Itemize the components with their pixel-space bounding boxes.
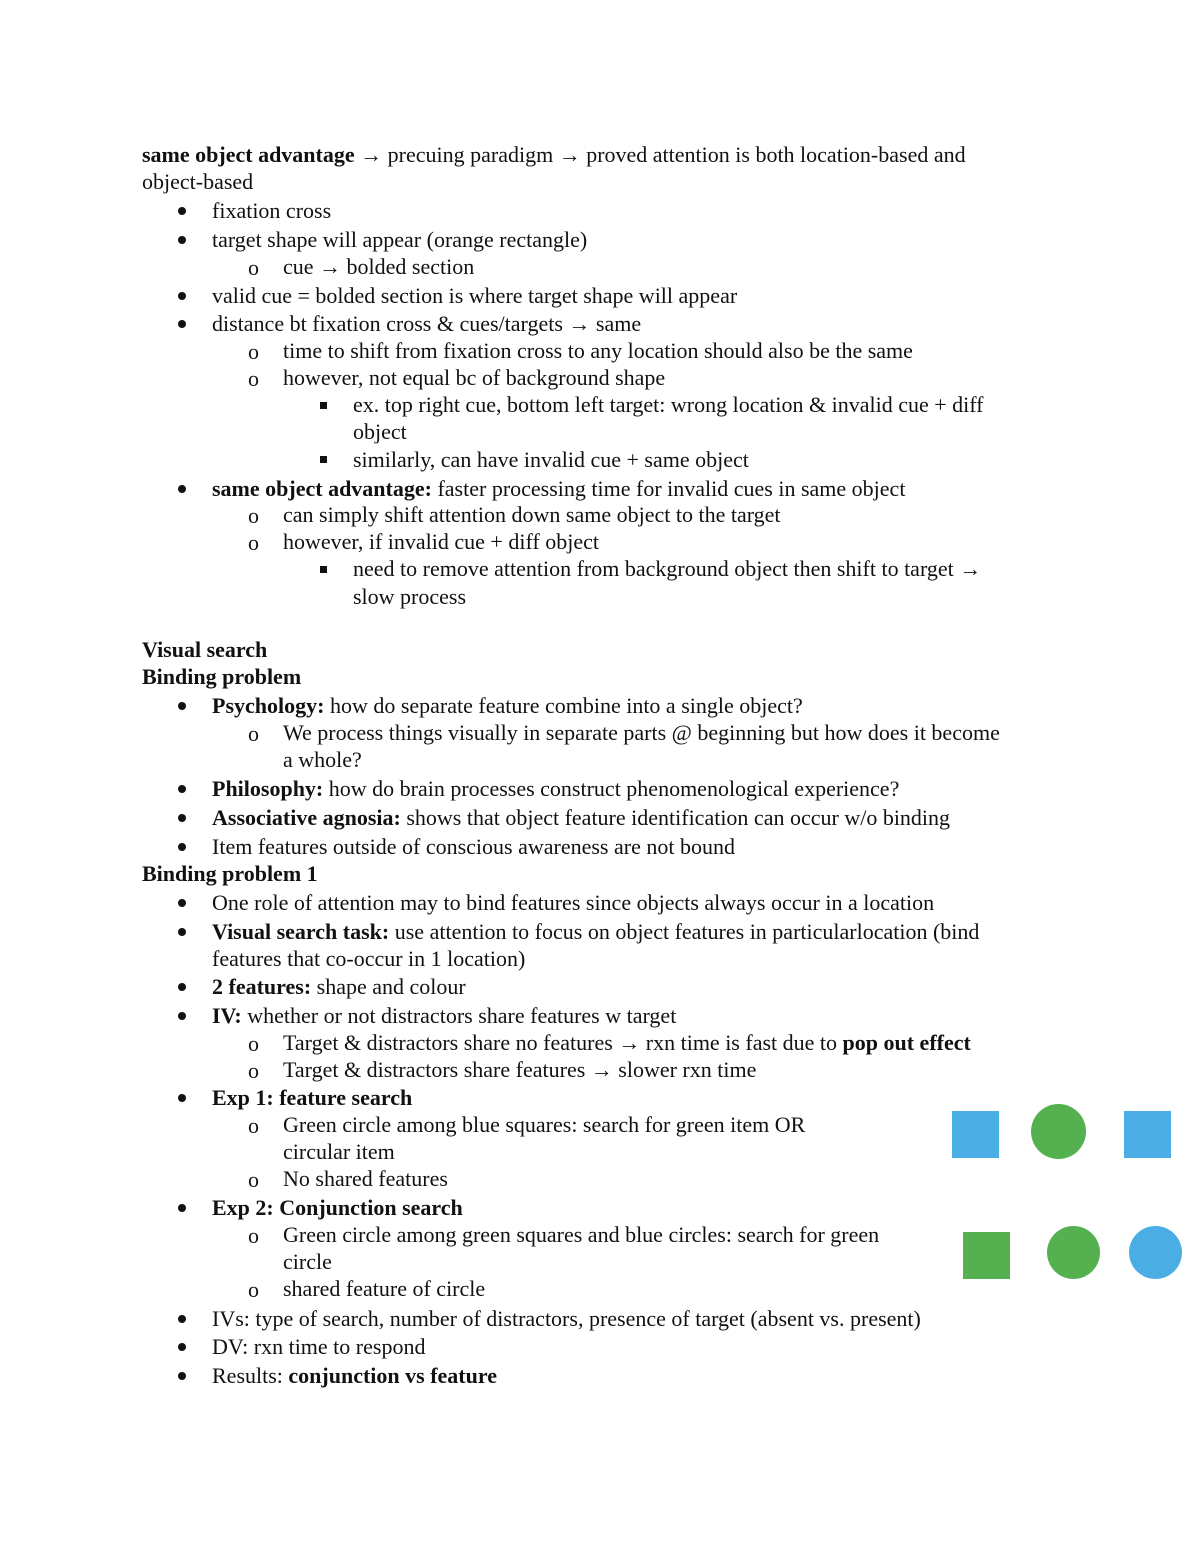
psychology-bold: Psychology: [212,693,325,718]
conjunction-search-green-circle [1047,1226,1100,1279]
distance-text: distance bt fixation cross & cues/targets [212,311,569,336]
share-features-text-2: slower rxn time [612,1057,757,1082]
bullet-icon [178,785,186,793]
sub-time-shift: time to shift from fixation cross to any location should also be the same [283,338,913,363]
sub-cue [283,254,474,280]
no-features-text: Target & distractors share no features [283,1030,619,1055]
sub-shift-attention: can simply shift attention down same object to the target [283,502,781,527]
vst-bold: Visual search task: [212,919,390,944]
sub-exp2-green-circle: Green circle among green squares and blue circles: search for green [283,1222,880,1247]
arrow-icon: → [558,142,581,167]
subsub-similarly: similarly, can have invalid cue + same object [353,447,749,472]
sub-bullet-icon: o [248,503,259,528]
philosophy-bold: Philosophy: [212,776,324,801]
square-bullet-icon [320,402,327,409]
results-text: Results: [212,1363,289,1388]
arrow-icon: → [590,1057,613,1082]
conjunction-search-blue-circle [1129,1226,1182,1279]
psychology-text: how do separate feature combine into a single object? [324,693,803,718]
bullet-distance [212,311,641,337]
intro-text-1: precuing paradigm [382,142,559,167]
square-bullet-icon [320,456,327,463]
sub-bullet-icon: o [248,1113,259,1138]
bullet-same-object [212,476,905,502]
sub-bullet-icon: o [248,721,259,746]
bullet-icon [178,983,186,991]
distance-text-2: same [590,311,642,336]
bullet-philosophy [212,776,899,802]
bullet-valid-cue: valid cue = bolded section is where target shape will appear [212,283,738,308]
bullet-target-shape: target shape will appear (orange rectangle) [212,227,588,252]
sub-no-features [283,1030,971,1056]
bullet-icon [178,843,186,851]
no-features-text-2: rxn time is fast due to [640,1030,843,1055]
bullet-role-attention: One role of attention may to bind features since objects always occur in a location [212,890,935,915]
intro-bold: same object advantage [142,142,355,167]
two-features-bold: 2 features: [212,974,312,999]
bullet-icon [178,485,186,493]
arrow-icon: → [360,142,383,167]
pop-out-bold: pop out effect [842,1030,971,1055]
intro-text-2: proved attention is both location-based and [580,142,966,167]
iv-text: whether or not distractors share features w target [241,1003,677,1028]
bullet-icon [178,207,186,215]
arrow-icon: → [618,1030,641,1055]
agnosia-text: shows that object feature identification can occur w/o binding [400,805,951,830]
sub-bullet-icon: o [248,366,259,391]
bullet-visual-search-task [212,919,979,945]
arrow-icon: → [959,556,982,581]
square-bullet-icon [320,566,327,573]
bullet-two-features [212,974,466,1000]
sub-process-visually: We process things visually in separate parts @ beginning but how does it become [283,720,1000,745]
sub-share-features [283,1057,756,1083]
agnosia-bold: Associative agnosia: [212,805,401,830]
vst-text: use attention to focus on object features in particularlocation (bind [389,919,980,944]
subsub-remove-attention [353,556,981,582]
conjunction-search-green-square [963,1232,1010,1279]
bullet-icon [178,320,186,328]
bullet-icon [178,1012,186,1020]
same-object-text: faster processing time for invalid cues in same object [431,476,906,501]
bullet-icon [178,814,186,822]
heading-visual-search: Visual search [142,637,268,662]
sub-bullet-icon: o [248,1031,259,1056]
feature-search-blue-square-2 [1124,1111,1171,1158]
bullet-icon [178,1204,186,1212]
bullet-exp1: Exp 1: feature search [212,1085,413,1110]
sub-exp1-no-shared: No shared features [283,1166,448,1191]
sub-bullet-icon: o [248,339,259,364]
sub-bullet-icon: o [248,1277,259,1302]
sub-bullet-icon: o [248,1167,259,1192]
intro-cont: object-based [142,169,254,194]
bullet-icon [178,1315,186,1323]
bullet-icon [178,236,186,244]
sub-bullet-icon: o [248,255,259,280]
bullet-fixation: fixation cross [212,198,332,223]
sub-exp1-green-circle: Green circle among blue squares: search for green item OR [283,1112,806,1137]
bullet-icon [178,899,186,907]
cue-text-2: bolded section [341,254,475,279]
two-features-text: shape and colour [311,974,466,999]
sub-bullet-icon: o [248,1223,259,1248]
feature-search-green-circle [1031,1104,1086,1159]
bullet-agnosia [212,805,950,831]
bullet-results [212,1363,497,1389]
cue-text: cue [283,254,320,279]
feature-search-blue-square-1 [952,1111,999,1158]
iv-bold: IV: [212,1003,242,1028]
bullet-iv [212,1003,676,1029]
subsub-remove-attention-cont: slow process [353,584,467,609]
sub-bullet-icon: o [248,530,259,555]
bullet-icon [178,1094,186,1102]
bullet-icon [178,1343,186,1351]
arrow-icon: → [319,254,342,279]
bullet-exp2: Exp 2: Conjunction search [212,1195,463,1220]
bullet-icon [178,928,186,936]
subsub-example: ex. top right cue, bottom left target: wrong location & invalid cue + diff [353,392,984,417]
philosophy-text: how do brain processes construct phenomenological experience? [323,776,900,801]
bullet-icon [178,292,186,300]
sub-bullet-icon: o [248,1058,259,1083]
sub-not-equal: however, not equal bc of background shape [283,365,666,390]
sub-exp2-green-circle-cont: circle [283,1249,332,1274]
bullet-psychology [212,693,803,719]
sub-diff-object: however, if invalid cue + diff object [283,529,599,554]
bullet-item-features: Item features outside of conscious awareness are not bound [212,834,735,859]
intro-line [142,142,966,168]
same-object-bold: same object advantage: [212,476,432,501]
subsub-example-cont: object [353,419,407,444]
heading-binding-problem: Binding problem [142,664,302,689]
bullet-ivs: IVs: type of search, number of distractors, presence of target (absent vs. present) [212,1306,921,1331]
results-bold: conjunction vs feature [288,1363,497,1388]
bullet-icon [178,1372,186,1380]
bullet-icon [178,702,186,710]
bullet-visual-search-task-cont: features that co-occur in 1 location) [212,946,526,971]
remove-attention-text: need to remove attention from background object then shift to target [353,556,960,581]
arrow-icon: → [568,311,591,336]
sub-exp2-shared: shared feature of circle [283,1276,486,1301]
sub-process-visually-cont: a whole? [283,747,362,772]
heading-binding-problem-1: Binding problem 1 [142,861,318,886]
sub-exp1-green-circle-cont: circular item [283,1139,395,1164]
share-features-text: Target & distractors share features [283,1057,591,1082]
bullet-dv: DV: rxn time to respond [212,1334,426,1359]
